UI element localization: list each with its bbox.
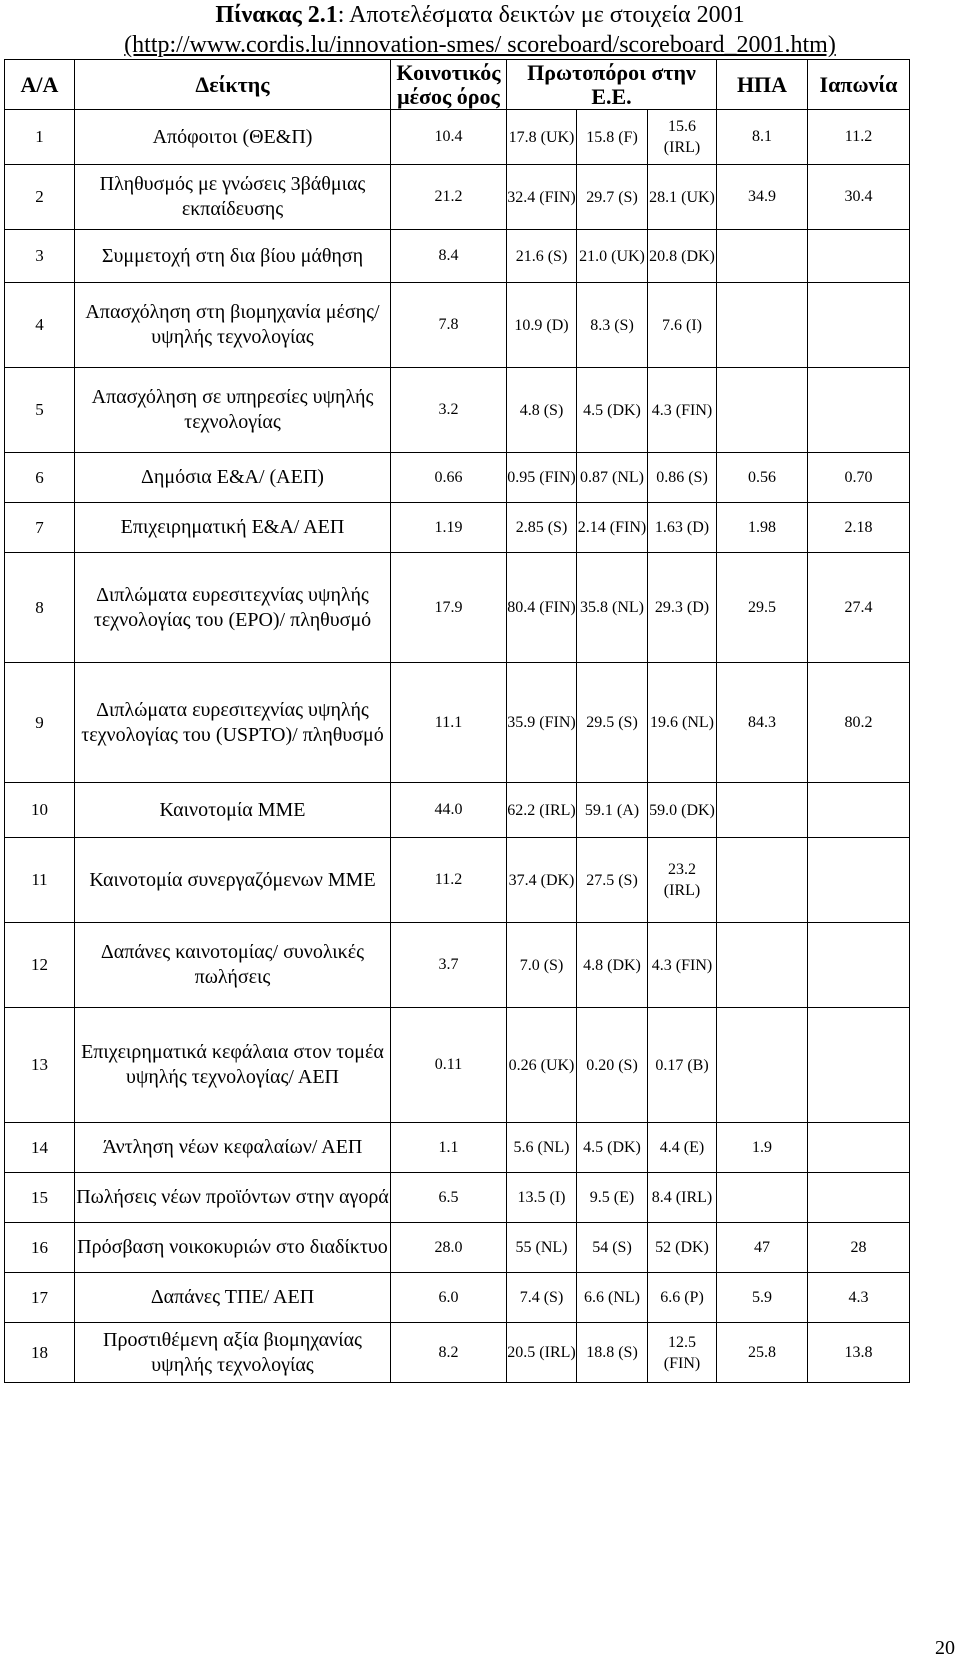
- japan-value: [808, 1173, 910, 1223]
- usa-value: [717, 368, 808, 453]
- japan-value: 11.2: [808, 110, 910, 165]
- leader-3-value: 4.3 (FIN): [648, 368, 717, 453]
- eu-average-value: 8.2: [391, 1323, 507, 1383]
- leader-3-value: 20.8 (DK): [648, 230, 717, 283]
- usa-value: [717, 838, 808, 923]
- usa-value: [717, 283, 808, 368]
- col-header-japan: Ιαπωνία: [808, 60, 910, 110]
- japan-value: 4.3: [808, 1273, 910, 1323]
- usa-value: 84.3: [717, 663, 808, 783]
- usa-value: [717, 1173, 808, 1223]
- japan-value: [808, 838, 910, 923]
- row-number: 11: [5, 838, 75, 923]
- indicator-name: Επιχειρηματικά κεφάλαια στον τομέα υψηλής τεχνολογίας/ ΑΕΠ: [75, 1008, 391, 1123]
- table-title-prefix: Πίνακας 2.1: [215, 2, 338, 28]
- leader-3-value: 23.2 (IRL): [648, 838, 717, 923]
- leader-2-value: 15.8 (F): [577, 110, 648, 165]
- leader-3-value: 59.0 (DK): [648, 783, 717, 838]
- leader-1-value: 5.6 (NL): [507, 1123, 577, 1173]
- leader-3-value: 8.4 (IRL): [648, 1173, 717, 1223]
- leader-1-value: 17.8 (UK): [507, 110, 577, 165]
- indicator-name: Επιχειρηματική Ε&Α/ ΑΕΠ: [75, 503, 391, 553]
- header-row: [5, 60, 910, 110]
- leader-2-value: 29.5 (S): [577, 663, 648, 783]
- indicator-name: Διπλώματα ευρεσιτεχνίας υψηλής τεχνολογίας του (USPTO)/ πληθυσμό: [75, 663, 391, 783]
- row-number: 9: [5, 663, 75, 783]
- indicator-name: Διπλώματα ευρεσιτεχνίας υψηλής τεχνολογίας του (EPO)/ πληθυσμό: [75, 553, 391, 663]
- leader-1-value: 4.8 (S): [507, 368, 577, 453]
- eu-average-value: 21.2: [391, 165, 507, 230]
- indicator-name: Καινοτομία συνεργαζόμενων ΜΜΕ: [75, 838, 391, 923]
- table-title: [0, 0, 960, 30]
- row-number: 14: [5, 1123, 75, 1173]
- leader-3-value: 0.17 (B): [648, 1008, 717, 1123]
- leader-1-value: 20.5 (IRL): [507, 1323, 577, 1383]
- eu-average-value: 17.9: [391, 553, 507, 663]
- eu-average-value: 10.4: [391, 110, 507, 165]
- usa-value: [717, 1008, 808, 1123]
- eu-average-value: 6.0: [391, 1273, 507, 1323]
- usa-value: 0.56: [717, 453, 808, 503]
- eu-average-value: 0.11: [391, 1008, 507, 1123]
- leader-2-value: 27.5 (S): [577, 838, 648, 923]
- leader-2-value: 0.20 (S): [577, 1008, 648, 1123]
- leader-1-value: 7.4 (S): [507, 1273, 577, 1323]
- table-row: [5, 923, 910, 1008]
- row-number: 1: [5, 110, 75, 165]
- row-number: 2: [5, 165, 75, 230]
- usa-value: 29.5: [717, 553, 808, 663]
- eu-average-value: 28.0: [391, 1223, 507, 1273]
- leader-3-value: 19.6 (NL): [648, 663, 717, 783]
- table-row: [5, 503, 910, 553]
- japan-value: 28: [808, 1223, 910, 1273]
- japan-value: [808, 1123, 910, 1173]
- results-table: [4, 59, 910, 1383]
- usa-value: 1.98: [717, 503, 808, 553]
- leader-2-value: 8.3 (S): [577, 283, 648, 368]
- indicator-name: Συμμετοχή στη δια βίου μάθηση: [75, 230, 391, 283]
- leader-2-value: 2.14 (FIN): [577, 503, 648, 553]
- japan-value: [808, 368, 910, 453]
- leader-2-value: 4.5 (DK): [577, 1123, 648, 1173]
- row-number: 17: [5, 1273, 75, 1323]
- leader-1-value: 2.85 (S): [507, 503, 577, 553]
- japan-value: 13.8: [808, 1323, 910, 1383]
- col-header-aa: Α/Α: [5, 60, 75, 110]
- leader-2-value: 6.6 (NL): [577, 1273, 648, 1323]
- leader-1-value: 32.4 (FIN): [507, 165, 577, 230]
- leader-2-value: 59.1 (A): [577, 783, 648, 838]
- eu-average-value: 3.7: [391, 923, 507, 1008]
- indicator-name: Απόφοιτοι (ΘΕ&Π): [75, 110, 391, 165]
- leader-1-value: 62.2 (IRL): [507, 783, 577, 838]
- usa-value: 8.1: [717, 110, 808, 165]
- table-row: [5, 1173, 910, 1223]
- usa-value: [717, 230, 808, 283]
- col-header-indicator: Δείκτης: [75, 60, 391, 110]
- japan-value: 0.70: [808, 453, 910, 503]
- usa-value: 5.9: [717, 1273, 808, 1323]
- eu-average-value: 8.4: [391, 230, 507, 283]
- usa-value: 1.9: [717, 1123, 808, 1173]
- eu-average-value: 44.0: [391, 783, 507, 838]
- leader-3-value: 15.6 (IRL): [648, 110, 717, 165]
- indicator-name: Απασχόληση σε υπηρεσίες υψηλής τεχνολογίας: [75, 368, 391, 453]
- table-row: [5, 453, 910, 503]
- leader-1-value: 0.26 (UK): [507, 1008, 577, 1123]
- eu-average-value: 6.5: [391, 1173, 507, 1223]
- col-header-eu-average: Κοινοτικός μέσος όρος: [391, 60, 507, 110]
- japan-value: 2.18: [808, 503, 910, 553]
- usa-value: 47: [717, 1223, 808, 1273]
- table-row: [5, 1008, 910, 1123]
- japan-value: [808, 283, 910, 368]
- indicator-name: Άντληση νέων κεφαλαίων/ ΑΕΠ: [75, 1123, 391, 1173]
- leader-1-value: 13.5 (I): [507, 1173, 577, 1223]
- leader-3-value: 52 (DK): [648, 1223, 717, 1273]
- leader-3-value: 7.6 (I): [648, 283, 717, 368]
- eu-average-value: 1.19: [391, 503, 507, 553]
- leader-3-value: 4.3 (FIN): [648, 923, 717, 1008]
- table-row: [5, 663, 910, 783]
- japan-value: 27.4: [808, 553, 910, 663]
- japan-value: 30.4: [808, 165, 910, 230]
- row-number: 6: [5, 453, 75, 503]
- leader-2-value: 54 (S): [577, 1223, 648, 1273]
- leader-1-value: 35.9 (FIN): [507, 663, 577, 783]
- leader-1-value: 10.9 (D): [507, 283, 577, 368]
- indicator-name: Δημόσια Ε&Α/ (ΑΕΠ): [75, 453, 391, 503]
- eu-average-value: 0.66: [391, 453, 507, 503]
- row-number: 7: [5, 503, 75, 553]
- page-number: 20: [935, 1637, 955, 1659]
- leader-2-value: 4.8 (DK): [577, 923, 648, 1008]
- source-url[interactable]: (http://www.cordis.lu/innovation-smes/ scoreboard/scoreboard_2001.htm): [124, 32, 836, 58]
- row-number: 8: [5, 553, 75, 663]
- eu-average-value: 11.1: [391, 663, 507, 783]
- eu-average-value: 11.2: [391, 838, 507, 923]
- leader-1-value: 80.4 (FIN): [507, 553, 577, 663]
- leader-2-value: 18.8 (S): [577, 1323, 648, 1383]
- leader-1-value: 37.4 (DK): [507, 838, 577, 923]
- table-row: [5, 110, 910, 165]
- leader-3-value: 4.4 (E): [648, 1123, 717, 1173]
- eu-average-value: 1.1: [391, 1123, 507, 1173]
- row-number: 13: [5, 1008, 75, 1123]
- table-row: [5, 1123, 910, 1173]
- table-body: [5, 110, 910, 1383]
- leader-2-value: 35.8 (NL): [577, 553, 648, 663]
- japan-value: [808, 230, 910, 283]
- leader-1-value: 7.0 (S): [507, 923, 577, 1008]
- indicator-name: Δαπάνες καινοτομίας/ συνολικές πωλήσεις: [75, 923, 391, 1008]
- indicator-name: Απασχόληση στη βιομηχανία μέσης/ υψηλής τεχνολογίας: [75, 283, 391, 368]
- leader-3-value: 0.86 (S): [648, 453, 717, 503]
- leader-2-value: 9.5 (E): [577, 1173, 648, 1223]
- leader-2-value: 29.7 (S): [577, 165, 648, 230]
- row-number: 5: [5, 368, 75, 453]
- usa-value: [717, 923, 808, 1008]
- leader-2-value: 21.0 (UK): [577, 230, 648, 283]
- row-number: 10: [5, 783, 75, 838]
- indicator-name: Καινοτομία ΜΜΕ: [75, 783, 391, 838]
- japan-value: 80.2: [808, 663, 910, 783]
- japan-value: [808, 1008, 910, 1123]
- table-row: [5, 283, 910, 368]
- table-row: [5, 230, 910, 283]
- leader-3-value: 6.6 (P): [648, 1273, 717, 1323]
- indicator-name: Δαπάνες ΤΠΕ/ ΑΕΠ: [75, 1273, 391, 1323]
- usa-value: [717, 783, 808, 838]
- indicator-name: Πωλήσεις νέων προϊόντων στην αγορά: [75, 1173, 391, 1223]
- leader-1-value: 55 (NL): [507, 1223, 577, 1273]
- table-row: [5, 838, 910, 923]
- leader-1-value: 21.6 (S): [507, 230, 577, 283]
- col-header-usa: ΗΠΑ: [717, 60, 808, 110]
- table-title-text: : Αποτελέσματα δεικτών με στοιχεία 2001: [337, 2, 745, 28]
- table-row: [5, 1273, 910, 1323]
- japan-value: [808, 783, 910, 838]
- eu-average-value: 7.8: [391, 283, 507, 368]
- row-number: 16: [5, 1223, 75, 1273]
- row-number: 12: [5, 923, 75, 1008]
- table-row: [5, 553, 910, 663]
- leader-2-value: 0.87 (NL): [577, 453, 648, 503]
- table-row: [5, 165, 910, 230]
- indicator-name: Πρόσβαση νοικοκυριών στο διαδίκτυο: [75, 1223, 391, 1273]
- col-header-eu-leaders: Πρωτοπόροι στην Ε.Ε.: [507, 60, 717, 110]
- table-row: [5, 1323, 910, 1383]
- table-row: [5, 1223, 910, 1273]
- row-number: 4: [5, 283, 75, 368]
- indicator-name: Προστιθέμενη αξία βιομηχανίας υψηλής τεχνολογίας: [75, 1323, 391, 1383]
- leader-3-value: 1.63 (D): [648, 503, 717, 553]
- indicator-name: Πληθυσμός με γνώσεις 3βάθμιας εκπαίδευσης: [75, 165, 391, 230]
- table-row: [5, 368, 910, 453]
- eu-average-value: 3.2: [391, 368, 507, 453]
- leader-2-value: 4.5 (DK): [577, 368, 648, 453]
- leader-3-value: 12.5 (FIN): [648, 1323, 717, 1383]
- table-row: [5, 783, 910, 838]
- usa-value: 25.8: [717, 1323, 808, 1383]
- usa-value: 34.9: [717, 165, 808, 230]
- leader-1-value: 0.95 (FIN): [507, 453, 577, 503]
- leader-3-value: 28.1 (UK): [648, 165, 717, 230]
- japan-value: [808, 923, 910, 1008]
- row-number: 15: [5, 1173, 75, 1223]
- row-number: 18: [5, 1323, 75, 1383]
- leader-3-value: 29.3 (D): [648, 553, 717, 663]
- row-number: 3: [5, 230, 75, 283]
